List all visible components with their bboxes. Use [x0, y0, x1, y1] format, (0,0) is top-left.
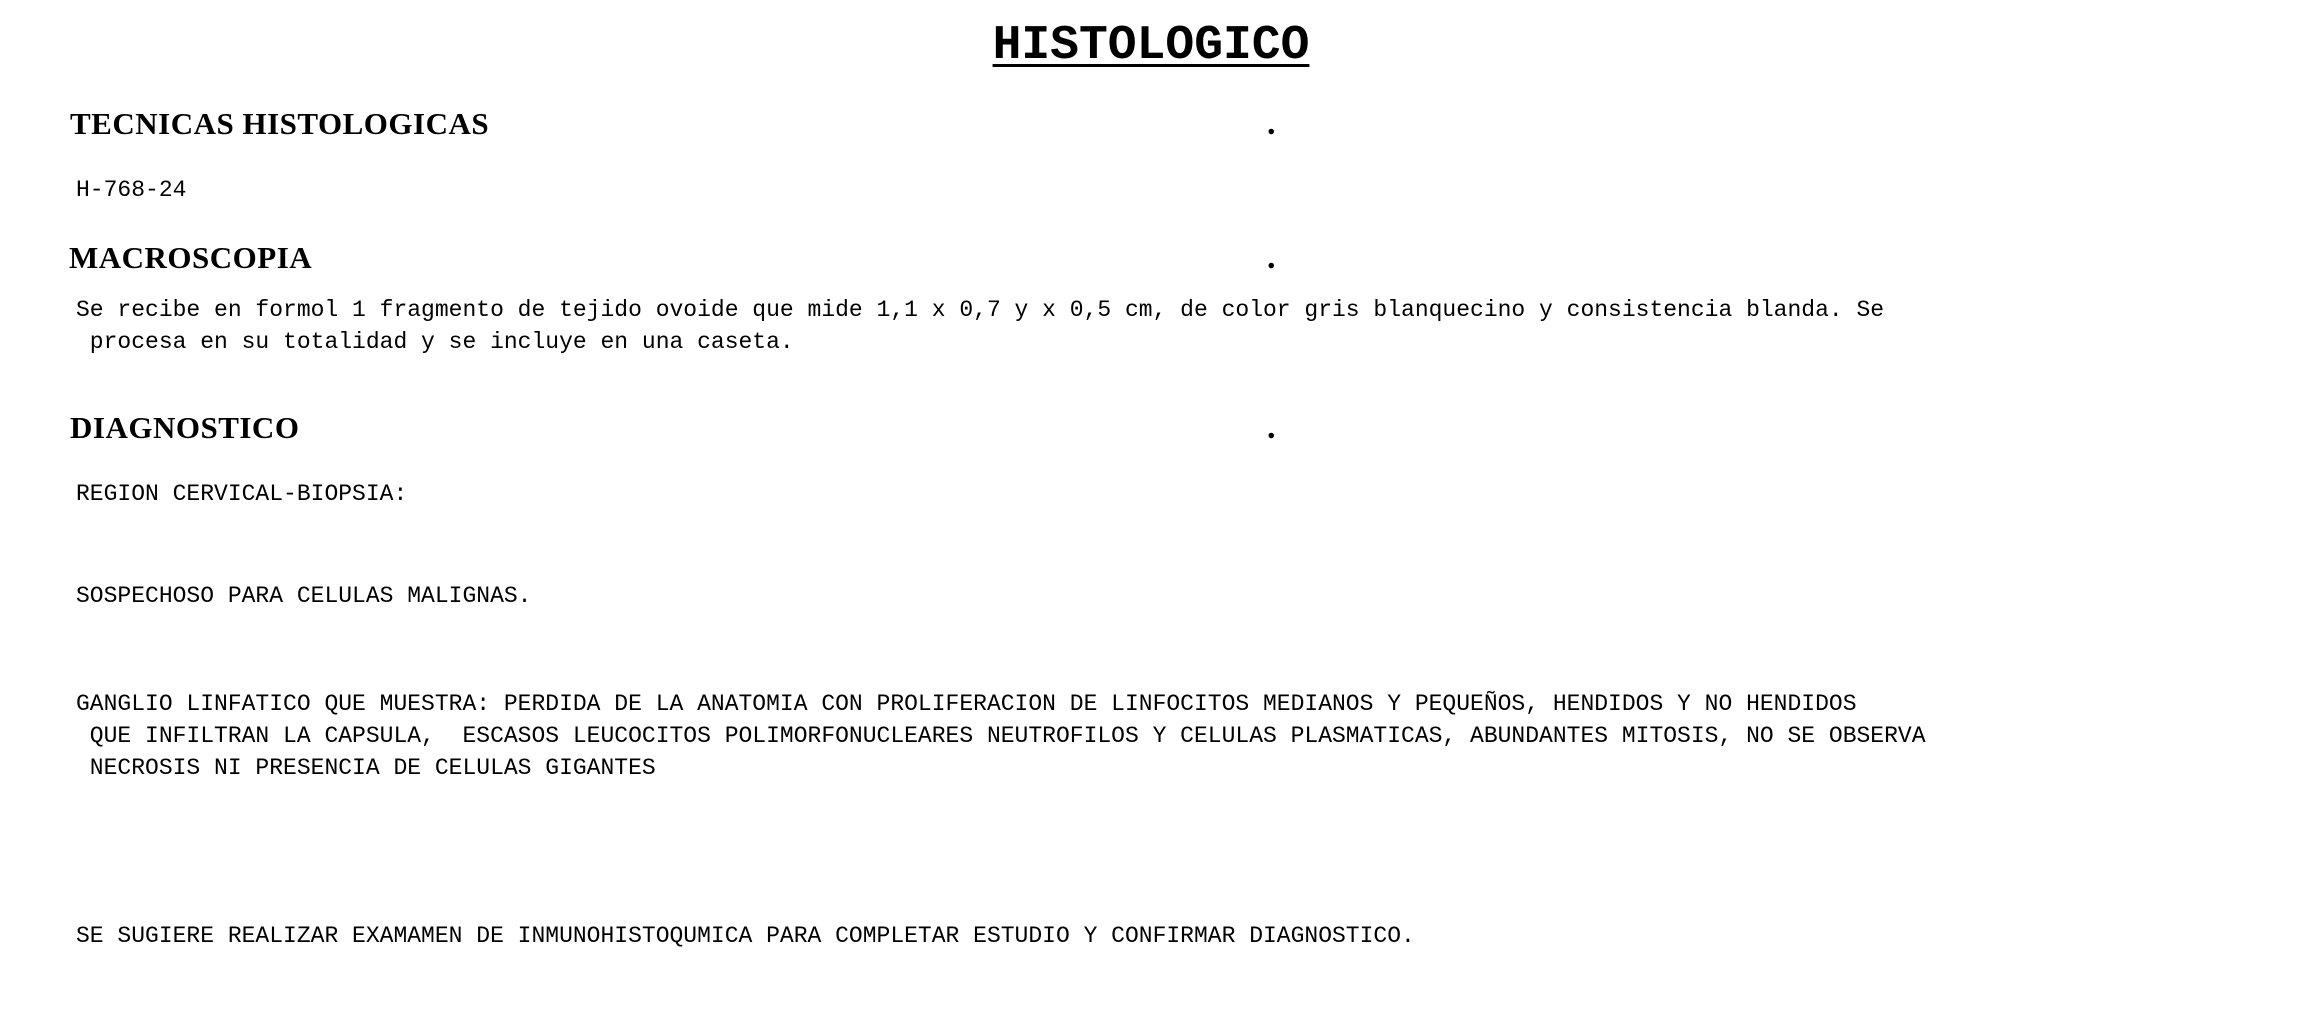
sample-code: H-768-24 — [76, 177, 187, 203]
section-dot-macroscopia: . — [1267, 239, 1276, 276]
section-heading-macroscopia: MACROSCOPIA — [69, 240, 313, 275]
diagnostico-ganglio-line-3: NECROSIS NI PRESENCIA DE CELULAS GIGANTES — [76, 755, 656, 781]
diagnostico-ganglio-line-1: GANGLIO LINFATICO QUE MUESTRA: PERDIDA DE LA ANATOMIA CON PROLIFERACION DE LINFOCITOS MEDIANOS Y PEQUEÑOS, HENDIDOS Y NO HENDIDOS — [76, 691, 1857, 717]
diagnostico-region: REGION CERVICAL-BIOPSIA: — [76, 481, 408, 507]
diagnostico-sospecha: SOSPECHOSO PARA CELULAS MALIGNAS. — [76, 583, 532, 609]
page-title: HISTOLOGICO — [992, 19, 1310, 73]
diagnostico-sugerencia: SE SUGIERE REALIZAR EXAMAMEN DE INMUNOHISTOQUMICA PARA COMPLETAR ESTUDIO Y CONFIRMAR DIAGNOSTICO. — [76, 923, 1415, 949]
section-heading-diagnostico: DIAGNOSTICO — [70, 410, 300, 445]
macroscopia-line-2: procesa en su totalidad y se incluye en una caseta. — [76, 329, 794, 355]
section-heading-tecnicas: TECNICAS HISTOLOGICAS — [70, 106, 490, 141]
diagnostico-ganglio-line-2: QUE INFILTRAN LA CAPSULA, ESCASOS LEUCOCITOS POLIMORFONUCLEARES NEUTROFILOS Y CELULAS PLASMATICAS, ABUNDANTES MITOSIS, NO SE OBSERVA — [76, 723, 1926, 749]
section-dot-tecnicas: . — [1267, 105, 1276, 142]
macroscopia-line-1: Se recibe en formol 1 fragmento de tejido ovoide que mide 1,1 x 0,7 y x 0,5 cm, de color gris blanquecino y consistencia blanda. Se — [76, 297, 1885, 323]
section-dot-diagnostico: . — [1267, 409, 1276, 446]
